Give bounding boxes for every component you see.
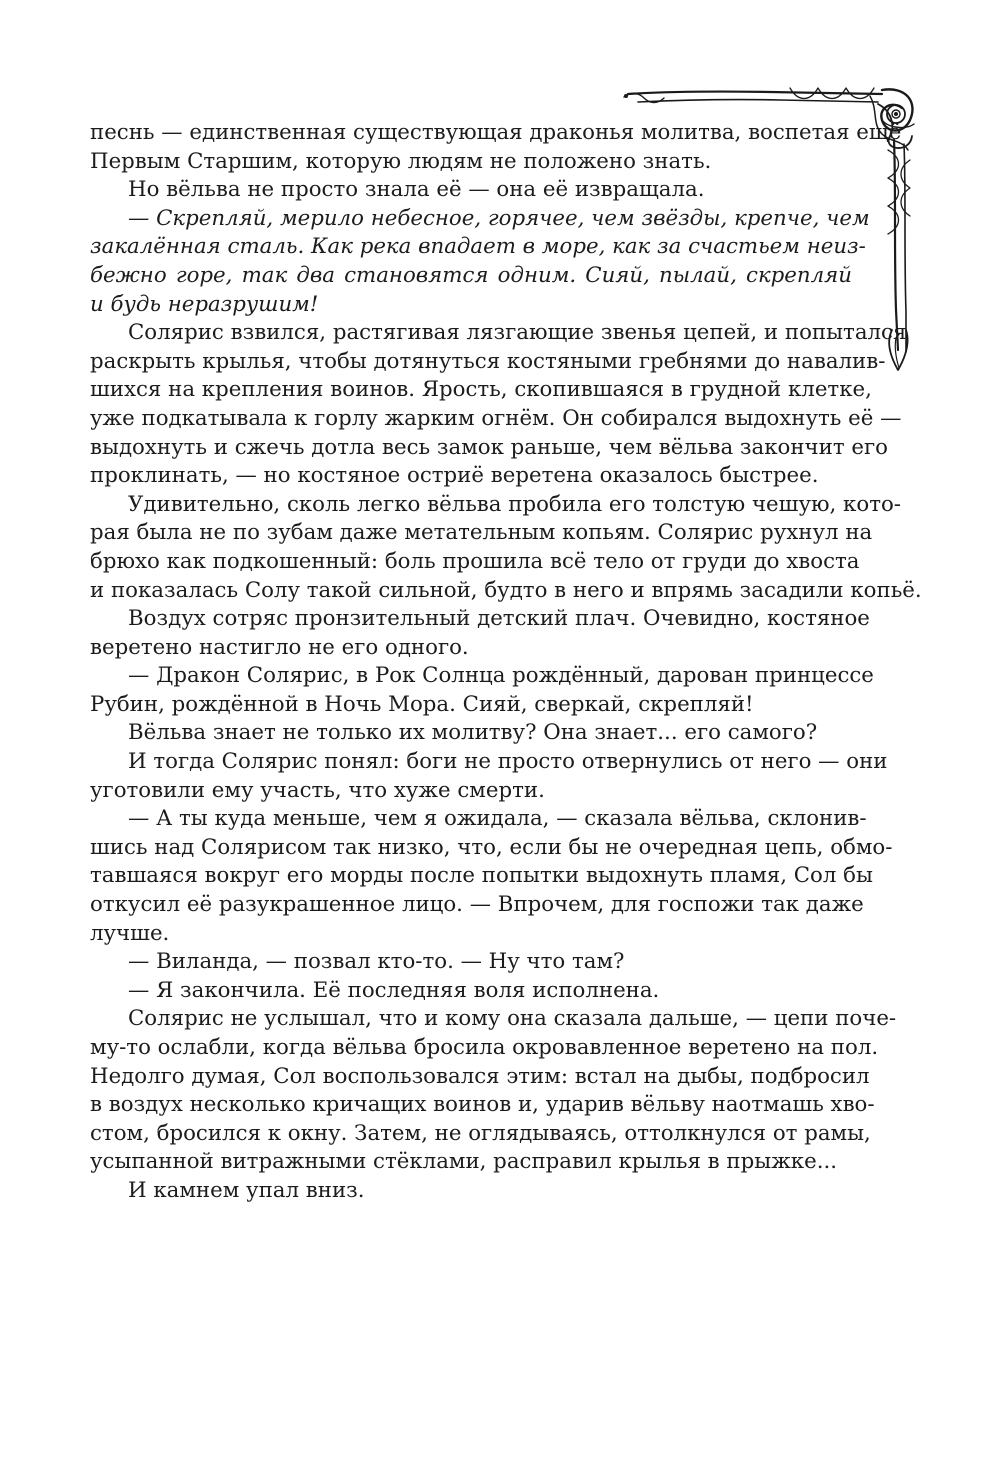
text-line: тавшаяся вокруг его морды после попытки выдохнуть пламя, Сол бы <box>90 863 873 889</box>
text-line: откусил её разукрашенное лицо. — Впрочем, для госпожи так даже <box>90 892 864 918</box>
text-line: уготовили ему участь, что хуже смерти. <box>90 777 545 803</box>
text-line: рая была не по зубам даже метательным копьям. Солярис рухнул на <box>90 520 873 546</box>
text-line: шись над Солярисом так низко, что, если бы не очередная цепь, обмо- <box>90 834 893 860</box>
text-line: И тогда Солярис понял: боги не просто отвернулись от него — они <box>128 749 888 775</box>
text-line: — Виланда, — позвал кто-то. — Ну что там? <box>128 949 625 975</box>
text-line: му-то ослабли, когда вёльва бросила окровавленное веретено на пол. <box>90 1035 879 1060</box>
text-line: лучше. <box>90 920 170 946</box>
text-line: усыпанной витражными стёклами, расправил крылья в прыжке... <box>90 1149 838 1175</box>
text-line: — Скрепляй, мерило небесное, горячее, чем звёзды, крепче, чем <box>128 205 870 231</box>
text-line: и показалась Солу такой сильной, будто в него и впрямь засадили копьё. <box>90 577 922 603</box>
text-line: закалённая сталь. Как река впадает в море, как за счастьем неиз- <box>90 234 866 260</box>
text-line: И камнем упал вниз. <box>128 1177 365 1203</box>
text-line: Но вёльва не просто знала её — она её извращала. <box>128 177 705 203</box>
text-line: Удивительно, сколь легко вёльва пробила его толстую чешую, кото- <box>128 491 901 517</box>
text-line: веретено настигло не его одного. <box>90 634 469 660</box>
page-text <box>90 119 922 1206</box>
text-line: раскрыть крылья, чтобы дотянуться костяными гребнями до навалив- <box>90 348 886 374</box>
text-line: Воздух сотряс пронзительный детский плач. Очевидно, костяное <box>128 606 870 632</box>
text-line: Вёльва знает не только их молитву? Она знает... его самого? <box>128 720 818 746</box>
text-line: — Я закончила. Её последняя воля исполнена. <box>128 977 660 1003</box>
text-line: в воздух несколько кричащих воинов и, ударив вёльву наотмашь хво- <box>90 1092 875 1118</box>
text-line: песнь — единственная существующая драконья молитва, воспетая ещё <box>90 120 902 145</box>
text-line: брюхо как подкошенный: боль прошила всё тело от груди до хвоста <box>90 548 860 574</box>
text-line: — Дракон Солярис, в Рок Солнца рождённый, дарован принцессе <box>128 663 874 689</box>
text-line: выдохнуть и сжечь дотла весь замок раньше, чем вёльва закончит его <box>90 434 888 460</box>
text-line: Рубин, рождённой в Ночь Мора. Сияй, сверкай, скрепляй! <box>90 691 754 717</box>
text-line: бежно горе, так два становятся одним. Сияй, пылай, скрепляй <box>90 262 852 288</box>
text-line: Первым Старшим, которую людям не положено знать. <box>90 148 712 174</box>
text-line: уже подкатывала к горлу жарким огнём. Он собирался выдохнуть её — <box>90 405 902 431</box>
text-line: Солярис не услышал, что и кому она сказала дальше, — цепи поче- <box>128 1006 897 1032</box>
text-line: стом, бросился к окну. Затем, не оглядываясь, оттолкнулся от рамы, <box>90 1120 871 1146</box>
text-line: шихся на крепления воинов. Ярость, скопившаяся в грудной клетке, <box>90 377 872 403</box>
text-line: — А ты куда меньше, чем я ожидала, — сказала вёльва, склонив- <box>128 806 867 832</box>
text-line: Солярис взвился, растягивая лязгающие звенья цепей, и попытался <box>128 320 907 346</box>
text-line: проклинать, — но костяное остриё веретена оказалось быстрее. <box>90 463 819 489</box>
text-line: и будь неразрушим! <box>90 291 319 317</box>
text-line: Недолго думая, Сол воспользовался этим: встал на дыбы, подбросил <box>90 1063 870 1089</box>
